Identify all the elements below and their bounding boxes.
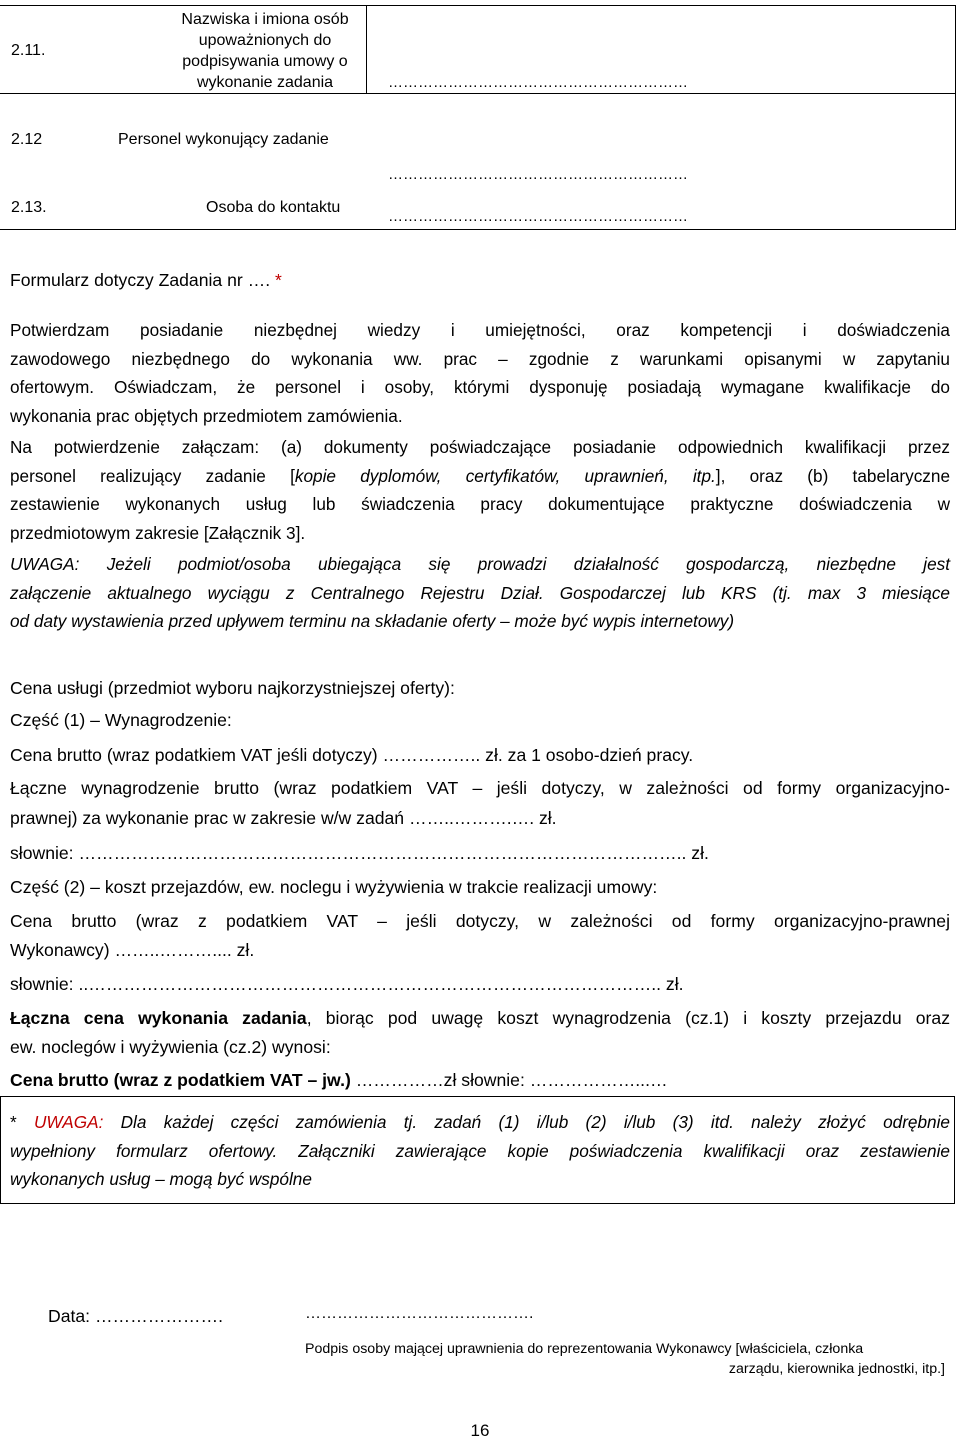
row-number: 2.11. — [11, 42, 46, 59]
final-price-line[interactable]: Cena brutto (wraz z podatkiem VAT – jw.) ……………zł słownie: ………………...… — [10, 1070, 668, 1090]
amount-in-words[interactable]: słownie: ..…………………………………………………………………………………….. zł. — [10, 974, 684, 994]
row-number: 2.12 — [11, 131, 43, 148]
total-price-line: ew. noclegów i wyżywienia (cz.2) wynosi: — [10, 1037, 331, 1057]
part1-heading: Część (1) – Wynagrodzenie: — [10, 710, 232, 730]
note-text: * UWAGA: Dla każdej części zamówienia tj. zadań (1) i/lub (2) i/lub (3) itd. należy złożyć odrębnie wypełniony formularz ofertowy. Załączniki zawierające kopie poświadczenia kwalifikacji oraz zestawienie wykonanych usług – mogą być wspólne — [10, 1112, 950, 1189]
row-label: Nazwiska i imiona osób upoważnionych do podpisywania umowy o wykonanie zadania — [181, 11, 349, 91]
price-heading: Cena usługi (przedmiot wyboru najkorzystniejszej oferty): — [10, 678, 455, 698]
uwaga-paragraph: UWAGA: Jeżeli podmiot/osoba ubiegająca się prowadzi działalność gospodarczą, niezbędne jest załączenie aktualnego wyciągu z Centralnego Rejestru Dział. Gospodarczej lub KRS (tj. max 3 miesiące od daty wystawienia przed upływem terminu na składanie oferty – może być wypis internetowy) — [10, 554, 950, 631]
total-price-line: Łączna cena wykonania zadania, biorąc pod uwagę koszt wynagrodzenia (cz.1) i koszty przejazdu oraz — [10, 1008, 950, 1028]
date-field[interactable]: Data: …………………. — [48, 1306, 223, 1326]
table-bottom-border — [0, 229, 955, 230]
row-value[interactable]: …………………………………………………… — [388, 208, 688, 225]
total-remuneration-line[interactable]: prawnej) za wykonanie prac w zakresie w/w zadań ……..……….…. zł. — [10, 808, 557, 828]
row-label: Personel wykonujący zadanie — [118, 131, 329, 148]
total-remuneration-line: Łączne wynagrodzenie brutto (wraz podatkiem VAT – jeśli dotyczy, w zależności od formy organizacyjno- — [10, 778, 950, 798]
table-top-border — [0, 5, 955, 6]
gross-price-line[interactable]: Cena brutto (wraz podatkiem VAT jeśli dotyczy) …………….. zł. za 1 osobo-dzień pracy. — [10, 745, 694, 765]
form-header: Formularz dotyczy Zadania nr …. * — [10, 270, 282, 290]
attachments-paragraph: Na potwierdzenie załączam: (a) dokumenty poświadczające posiadanie odpowiednich kwalifikacji przez personel realizujący zadanie [kopie dyplomów, certyfikatów, uprawnień, itp.], oraz (b) tabelaryczne zestawienie wykonanych usług lub świadczenia pracy dokumentujące praktyczne doświadczenia w przedmiotowym zakresie [Załącznik 3]. — [10, 437, 951, 543]
required-asterisk: * — [274, 270, 282, 290]
row-number: 2.13. — [11, 199, 47, 216]
part2-gross-line[interactable]: Wykonawcy) ……..……….... zł. — [10, 940, 255, 960]
row-label: Osoba do kontaktu — [206, 199, 341, 216]
amount-in-words[interactable]: słownie: ………………………………………………………………………………………….. zł. — [10, 843, 709, 863]
row-value[interactable]: …………………………………………………… — [388, 74, 688, 91]
table-row-divider — [0, 93, 955, 94]
row-value[interactable]: …………………………………………………… — [388, 166, 688, 183]
signature-caption: Podpis osoby mającej uprawnienia do reprezentowania Wykonawcy [właściciela, członka zarządu, kierownika jednostki, itp.] — [305, 1341, 945, 1377]
table-right-border — [955, 5, 956, 230]
part2-gross-line: Cena brutto (wraz z podatkiem VAT – jeśli dotyczy, w zależności od formy organizacyjno-prawnej — [10, 911, 950, 931]
confirmation-paragraph: Potwierdzam posiadanie niezbędnej wiedzy i umiejętności, oraz kompetencji i doświadczenia zawodowego niezbędnego do wykonania ww. prac – zgodnie z warunkami opisanymi w zapytaniu ofertowym. Oświadczam, że personel i osoby, którymi dysponuję posiadają wymagane kwalifikacje do wykonania prac objętych przedmiotem zamówienia. — [10, 320, 950, 426]
page-number: 16 — [470, 1421, 490, 1440]
part2-heading: Część (2) – koszt przejazdów, ew. noclegu i wyżywienia w trakcie realizacji umowy: — [10, 877, 658, 897]
signature-field[interactable]: ……………………………………. — [305, 1305, 534, 1322]
